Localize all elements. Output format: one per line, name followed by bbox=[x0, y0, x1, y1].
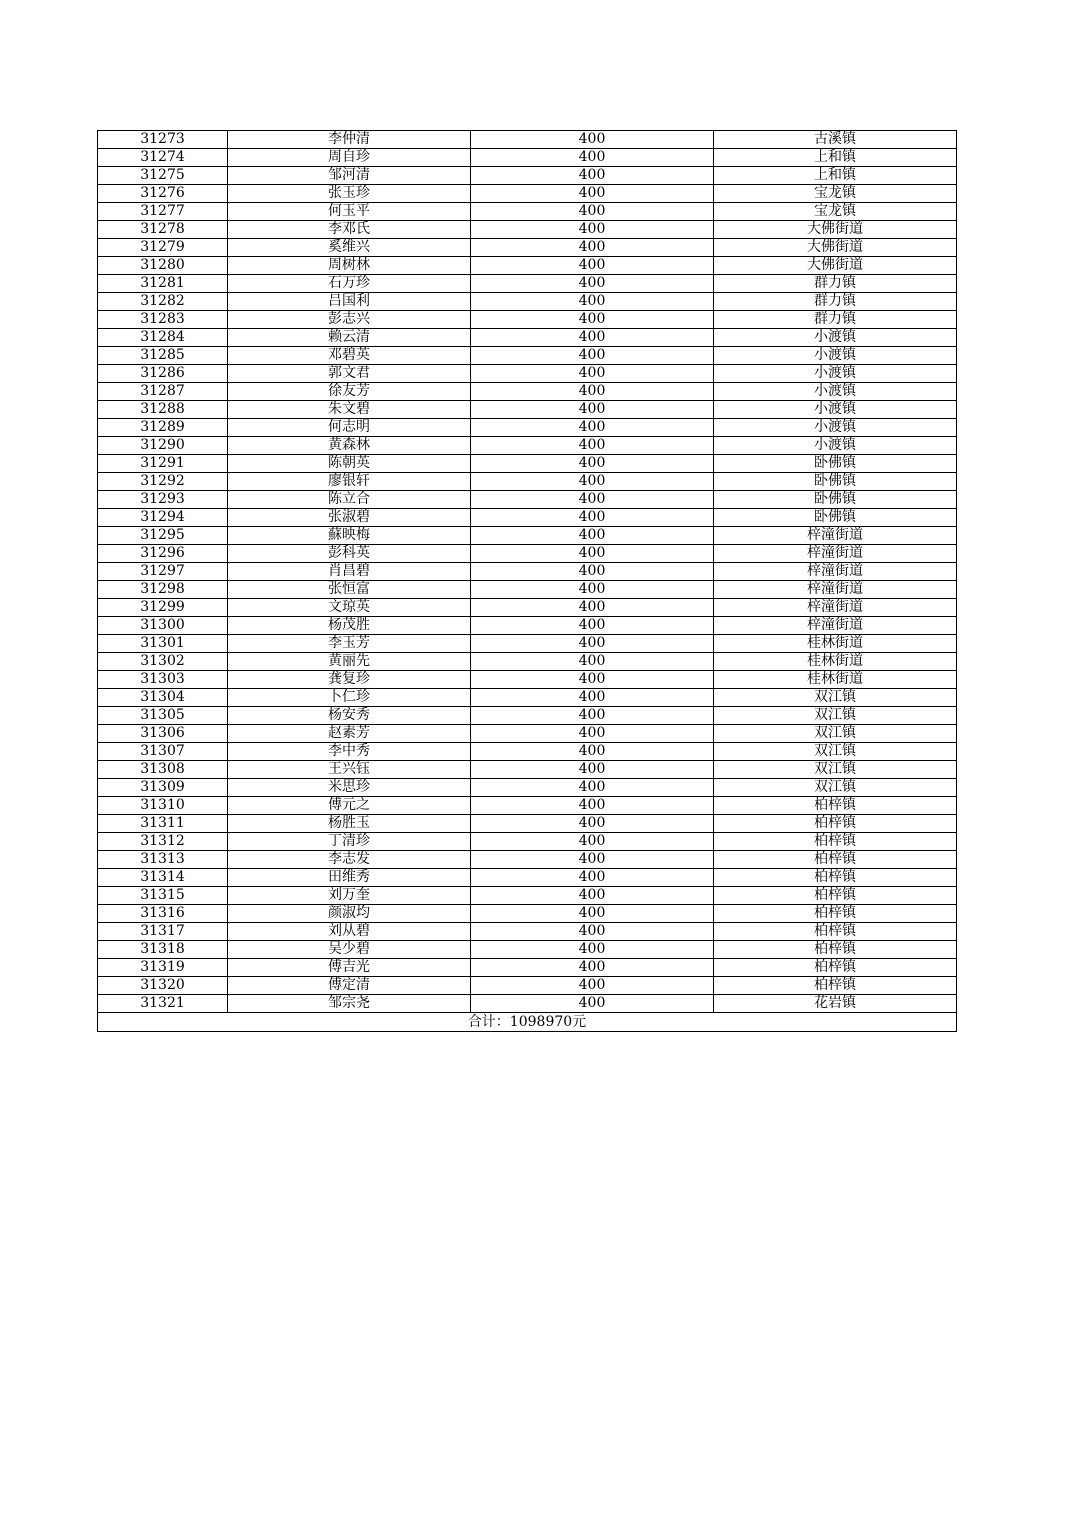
amount-cell: 400 bbox=[471, 455, 714, 473]
town-cell: 桂林街道 bbox=[714, 635, 957, 653]
name-cell: 彭志兴 bbox=[228, 311, 471, 329]
town-cell: 卧佛镇 bbox=[714, 455, 957, 473]
amount-cell: 400 bbox=[471, 581, 714, 599]
table-row bbox=[98, 203, 957, 221]
name-cell: 何玉平 bbox=[228, 203, 471, 221]
name-cell: 刘万奎 bbox=[228, 887, 471, 905]
name-cell: 吕国利 bbox=[228, 293, 471, 311]
name-cell: 卜仁珍 bbox=[228, 689, 471, 707]
table-row bbox=[98, 995, 957, 1013]
table-row bbox=[98, 887, 957, 905]
name-cell: 傅元之 bbox=[228, 797, 471, 815]
town-cell: 卧佛镇 bbox=[714, 509, 957, 527]
name-cell: 黄森林 bbox=[228, 437, 471, 455]
town-cell: 双江镇 bbox=[714, 779, 957, 797]
id-cell: 31274 bbox=[98, 149, 228, 167]
table-row bbox=[98, 221, 957, 239]
amount-cell: 400 bbox=[471, 401, 714, 419]
amount-cell: 400 bbox=[471, 995, 714, 1013]
table-row bbox=[98, 851, 957, 869]
amount-cell: 400 bbox=[471, 617, 714, 635]
id-cell: 31317 bbox=[98, 923, 228, 941]
town-cell: 小渡镇 bbox=[714, 365, 957, 383]
town-cell: 柏梓镇 bbox=[714, 851, 957, 869]
amount-cell: 400 bbox=[471, 797, 714, 815]
id-cell: 31281 bbox=[98, 275, 228, 293]
amount-cell: 400 bbox=[471, 635, 714, 653]
town-cell: 小渡镇 bbox=[714, 383, 957, 401]
name-cell: 石万珍 bbox=[228, 275, 471, 293]
amount-cell: 400 bbox=[471, 293, 714, 311]
name-cell: 赵素芳 bbox=[228, 725, 471, 743]
name-cell: 张恒富 bbox=[228, 581, 471, 599]
id-cell: 31284 bbox=[98, 329, 228, 347]
town-cell: 柏梓镇 bbox=[714, 815, 957, 833]
table-row bbox=[98, 689, 957, 707]
table-row bbox=[98, 239, 957, 257]
town-cell: 梓潼街道 bbox=[714, 599, 957, 617]
id-cell: 31300 bbox=[98, 617, 228, 635]
town-cell: 柏梓镇 bbox=[714, 887, 957, 905]
table-row bbox=[98, 311, 957, 329]
amount-cell: 400 bbox=[471, 185, 714, 203]
id-cell: 31276 bbox=[98, 185, 228, 203]
id-cell: 31288 bbox=[98, 401, 228, 419]
name-cell: 肖昌碧 bbox=[228, 563, 471, 581]
name-cell: 龚复珍 bbox=[228, 671, 471, 689]
town-cell: 小渡镇 bbox=[714, 437, 957, 455]
town-cell: 柏梓镇 bbox=[714, 833, 957, 851]
town-cell: 宝龙镇 bbox=[714, 185, 957, 203]
table-row bbox=[98, 617, 957, 635]
amount-cell: 400 bbox=[471, 689, 714, 707]
amount-cell: 400 bbox=[471, 725, 714, 743]
amount-cell: 400 bbox=[471, 779, 714, 797]
town-cell: 小渡镇 bbox=[714, 419, 957, 437]
amount-cell: 400 bbox=[471, 131, 714, 149]
id-cell: 31275 bbox=[98, 167, 228, 185]
id-cell: 31315 bbox=[98, 887, 228, 905]
id-cell: 31287 bbox=[98, 383, 228, 401]
town-cell: 梓潼街道 bbox=[714, 581, 957, 599]
amount-cell: 400 bbox=[471, 149, 714, 167]
total-cell: 合计：1098970元 bbox=[98, 1013, 957, 1032]
table-row bbox=[98, 581, 957, 599]
id-cell: 31298 bbox=[98, 581, 228, 599]
name-cell: 张玉珍 bbox=[228, 185, 471, 203]
town-cell: 上和镇 bbox=[714, 149, 957, 167]
table-row bbox=[98, 131, 957, 149]
amount-cell: 400 bbox=[471, 347, 714, 365]
name-cell: 郭文君 bbox=[228, 365, 471, 383]
id-cell: 31320 bbox=[98, 977, 228, 995]
table-row bbox=[98, 779, 957, 797]
table-row bbox=[98, 977, 957, 995]
id-cell: 31282 bbox=[98, 293, 228, 311]
amount-cell: 400 bbox=[471, 815, 714, 833]
amount-cell: 400 bbox=[471, 707, 714, 725]
amount-cell: 400 bbox=[471, 941, 714, 959]
table-row bbox=[98, 905, 957, 923]
table-body bbox=[98, 131, 957, 1032]
town-cell: 梓潼街道 bbox=[714, 527, 957, 545]
amount-cell: 400 bbox=[471, 311, 714, 329]
id-cell: 31279 bbox=[98, 239, 228, 257]
total-row bbox=[98, 1013, 957, 1032]
amount-cell: 400 bbox=[471, 491, 714, 509]
town-cell: 梓潼街道 bbox=[714, 545, 957, 563]
name-cell: 陈立合 bbox=[228, 491, 471, 509]
town-cell: 双江镇 bbox=[714, 689, 957, 707]
amount-cell: 400 bbox=[471, 275, 714, 293]
name-cell: 丁清珍 bbox=[228, 833, 471, 851]
name-cell: 颜淑均 bbox=[228, 905, 471, 923]
id-cell: 31289 bbox=[98, 419, 228, 437]
id-cell: 31321 bbox=[98, 995, 228, 1013]
amount-cell: 400 bbox=[471, 887, 714, 905]
table-row bbox=[98, 167, 957, 185]
amount-cell: 400 bbox=[471, 563, 714, 581]
amount-cell: 400 bbox=[471, 365, 714, 383]
id-cell: 31301 bbox=[98, 635, 228, 653]
id-cell: 31303 bbox=[98, 671, 228, 689]
town-cell: 柏梓镇 bbox=[714, 941, 957, 959]
name-cell: 杨胜玉 bbox=[228, 815, 471, 833]
id-cell: 31292 bbox=[98, 473, 228, 491]
name-cell: 李仲清 bbox=[228, 131, 471, 149]
id-cell: 31295 bbox=[98, 527, 228, 545]
amount-cell: 400 bbox=[471, 473, 714, 491]
amount-cell: 400 bbox=[471, 239, 714, 257]
table-row bbox=[98, 833, 957, 851]
amount-cell: 400 bbox=[471, 437, 714, 455]
name-cell: 刘从碧 bbox=[228, 923, 471, 941]
name-cell: 米思珍 bbox=[228, 779, 471, 797]
table-row bbox=[98, 293, 957, 311]
id-cell: 31296 bbox=[98, 545, 228, 563]
table-row bbox=[98, 275, 957, 293]
id-cell: 31319 bbox=[98, 959, 228, 977]
table-row bbox=[98, 437, 957, 455]
table-row bbox=[98, 563, 957, 581]
amount-cell: 400 bbox=[471, 743, 714, 761]
id-cell: 31305 bbox=[98, 707, 228, 725]
table-row bbox=[98, 419, 957, 437]
town-cell: 群力镇 bbox=[714, 275, 957, 293]
town-cell: 桂林街道 bbox=[714, 671, 957, 689]
name-cell: 杨安秀 bbox=[228, 707, 471, 725]
town-cell: 双江镇 bbox=[714, 761, 957, 779]
id-cell: 31309 bbox=[98, 779, 228, 797]
town-cell: 小渡镇 bbox=[714, 347, 957, 365]
name-cell: 傅吉光 bbox=[228, 959, 471, 977]
id-cell: 31290 bbox=[98, 437, 228, 455]
name-cell: 廖银轩 bbox=[228, 473, 471, 491]
name-cell: 陈朝英 bbox=[228, 455, 471, 473]
table-row bbox=[98, 257, 957, 275]
id-cell: 31299 bbox=[98, 599, 228, 617]
town-cell: 柏梓镇 bbox=[714, 977, 957, 995]
id-cell: 31308 bbox=[98, 761, 228, 779]
amount-cell: 400 bbox=[471, 905, 714, 923]
id-cell: 31307 bbox=[98, 743, 228, 761]
id-cell: 31280 bbox=[98, 257, 228, 275]
town-cell: 柏梓镇 bbox=[714, 959, 957, 977]
amount-cell: 400 bbox=[471, 869, 714, 887]
town-cell: 群力镇 bbox=[714, 293, 957, 311]
name-cell: 李中秀 bbox=[228, 743, 471, 761]
table-row bbox=[98, 401, 957, 419]
amount-cell: 400 bbox=[471, 851, 714, 869]
id-cell: 31310 bbox=[98, 797, 228, 815]
amount-cell: 400 bbox=[471, 509, 714, 527]
id-cell: 31291 bbox=[98, 455, 228, 473]
town-cell: 卧佛镇 bbox=[714, 473, 957, 491]
name-cell: 王兴钰 bbox=[228, 761, 471, 779]
id-cell: 31311 bbox=[98, 815, 228, 833]
town-cell: 双江镇 bbox=[714, 725, 957, 743]
name-cell: 李邓氏 bbox=[228, 221, 471, 239]
table-row bbox=[98, 707, 957, 725]
name-cell: 邹宗尧 bbox=[228, 995, 471, 1013]
amount-cell: 400 bbox=[471, 203, 714, 221]
amount-cell: 400 bbox=[471, 977, 714, 995]
table-row bbox=[98, 455, 957, 473]
name-cell: 邓碧英 bbox=[228, 347, 471, 365]
table-row bbox=[98, 923, 957, 941]
id-cell: 31294 bbox=[98, 509, 228, 527]
amount-cell: 400 bbox=[471, 653, 714, 671]
town-cell: 柏梓镇 bbox=[714, 923, 957, 941]
table-row bbox=[98, 743, 957, 761]
amount-cell: 400 bbox=[471, 221, 714, 239]
table-row bbox=[98, 545, 957, 563]
town-cell: 古溪镇 bbox=[714, 131, 957, 149]
id-cell: 31306 bbox=[98, 725, 228, 743]
name-cell: 奚维兴 bbox=[228, 239, 471, 257]
name-cell: 傅定清 bbox=[228, 977, 471, 995]
name-cell: 张淑碧 bbox=[228, 509, 471, 527]
id-cell: 31314 bbox=[98, 869, 228, 887]
id-cell: 31316 bbox=[98, 905, 228, 923]
table-row bbox=[98, 527, 957, 545]
name-cell: 李志发 bbox=[228, 851, 471, 869]
table-row bbox=[98, 329, 957, 347]
amount-cell: 400 bbox=[471, 167, 714, 185]
town-cell: 大佛街道 bbox=[714, 221, 957, 239]
subsidy-list-table bbox=[97, 130, 957, 1032]
amount-cell: 400 bbox=[471, 599, 714, 617]
amount-cell: 400 bbox=[471, 545, 714, 563]
name-cell: 邹河清 bbox=[228, 167, 471, 185]
town-cell: 宝龙镇 bbox=[714, 203, 957, 221]
town-cell: 花岩镇 bbox=[714, 995, 957, 1013]
town-cell: 小渡镇 bbox=[714, 401, 957, 419]
amount-cell: 400 bbox=[471, 761, 714, 779]
name-cell: 何志明 bbox=[228, 419, 471, 437]
id-cell: 31312 bbox=[98, 833, 228, 851]
amount-cell: 400 bbox=[471, 671, 714, 689]
table-row bbox=[98, 185, 957, 203]
amount-cell: 400 bbox=[471, 419, 714, 437]
name-cell: 吴少碧 bbox=[228, 941, 471, 959]
name-cell: 文琼英 bbox=[228, 599, 471, 617]
town-cell: 上和镇 bbox=[714, 167, 957, 185]
name-cell: 赖云清 bbox=[228, 329, 471, 347]
id-cell: 31273 bbox=[98, 131, 228, 149]
name-cell: 田维秀 bbox=[228, 869, 471, 887]
town-cell: 大佛街道 bbox=[714, 239, 957, 257]
table-row bbox=[98, 509, 957, 527]
name-cell: 蘇映梅 bbox=[228, 527, 471, 545]
name-cell: 周树林 bbox=[228, 257, 471, 275]
table-row bbox=[98, 653, 957, 671]
amount-cell: 400 bbox=[471, 329, 714, 347]
amount-cell: 400 bbox=[471, 383, 714, 401]
id-cell: 31277 bbox=[98, 203, 228, 221]
name-cell: 徐友芳 bbox=[228, 383, 471, 401]
town-cell: 梓潼街道 bbox=[714, 617, 957, 635]
table-row bbox=[98, 347, 957, 365]
id-cell: 31297 bbox=[98, 563, 228, 581]
town-cell: 柏梓镇 bbox=[714, 797, 957, 815]
id-cell: 31278 bbox=[98, 221, 228, 239]
table-row bbox=[98, 725, 957, 743]
table-row bbox=[98, 599, 957, 617]
id-cell: 31302 bbox=[98, 653, 228, 671]
id-cell: 31285 bbox=[98, 347, 228, 365]
id-cell: 31286 bbox=[98, 365, 228, 383]
town-cell: 大佛街道 bbox=[714, 257, 957, 275]
town-cell: 卧佛镇 bbox=[714, 491, 957, 509]
name-cell: 黄丽先 bbox=[228, 653, 471, 671]
table-row bbox=[98, 491, 957, 509]
table-row bbox=[98, 959, 957, 977]
amount-cell: 400 bbox=[471, 833, 714, 851]
table-row bbox=[98, 365, 957, 383]
town-cell: 梓潼街道 bbox=[714, 563, 957, 581]
id-cell: 31293 bbox=[98, 491, 228, 509]
town-cell: 双江镇 bbox=[714, 707, 957, 725]
town-cell: 群力镇 bbox=[714, 311, 957, 329]
table-row bbox=[98, 383, 957, 401]
id-cell: 31283 bbox=[98, 311, 228, 329]
table-row bbox=[98, 635, 957, 653]
town-cell: 双江镇 bbox=[714, 743, 957, 761]
town-cell: 桂林街道 bbox=[714, 653, 957, 671]
table-row bbox=[98, 797, 957, 815]
table-row bbox=[98, 761, 957, 779]
table-row bbox=[98, 473, 957, 491]
id-cell: 31313 bbox=[98, 851, 228, 869]
town-cell: 柏梓镇 bbox=[714, 869, 957, 887]
town-cell: 小渡镇 bbox=[714, 329, 957, 347]
table-row bbox=[98, 671, 957, 689]
name-cell: 朱文碧 bbox=[228, 401, 471, 419]
amount-cell: 400 bbox=[471, 959, 714, 977]
name-cell: 杨茂胜 bbox=[228, 617, 471, 635]
amount-cell: 400 bbox=[471, 527, 714, 545]
name-cell: 彭科英 bbox=[228, 545, 471, 563]
table-row bbox=[98, 815, 957, 833]
table-row bbox=[98, 941, 957, 959]
amount-cell: 400 bbox=[471, 923, 714, 941]
table-row bbox=[98, 149, 957, 167]
amount-cell: 400 bbox=[471, 257, 714, 275]
name-cell: 李玉芳 bbox=[228, 635, 471, 653]
id-cell: 31304 bbox=[98, 689, 228, 707]
name-cell: 周自珍 bbox=[228, 149, 471, 167]
town-cell: 柏梓镇 bbox=[714, 905, 957, 923]
id-cell: 31318 bbox=[98, 941, 228, 959]
table-row bbox=[98, 869, 957, 887]
